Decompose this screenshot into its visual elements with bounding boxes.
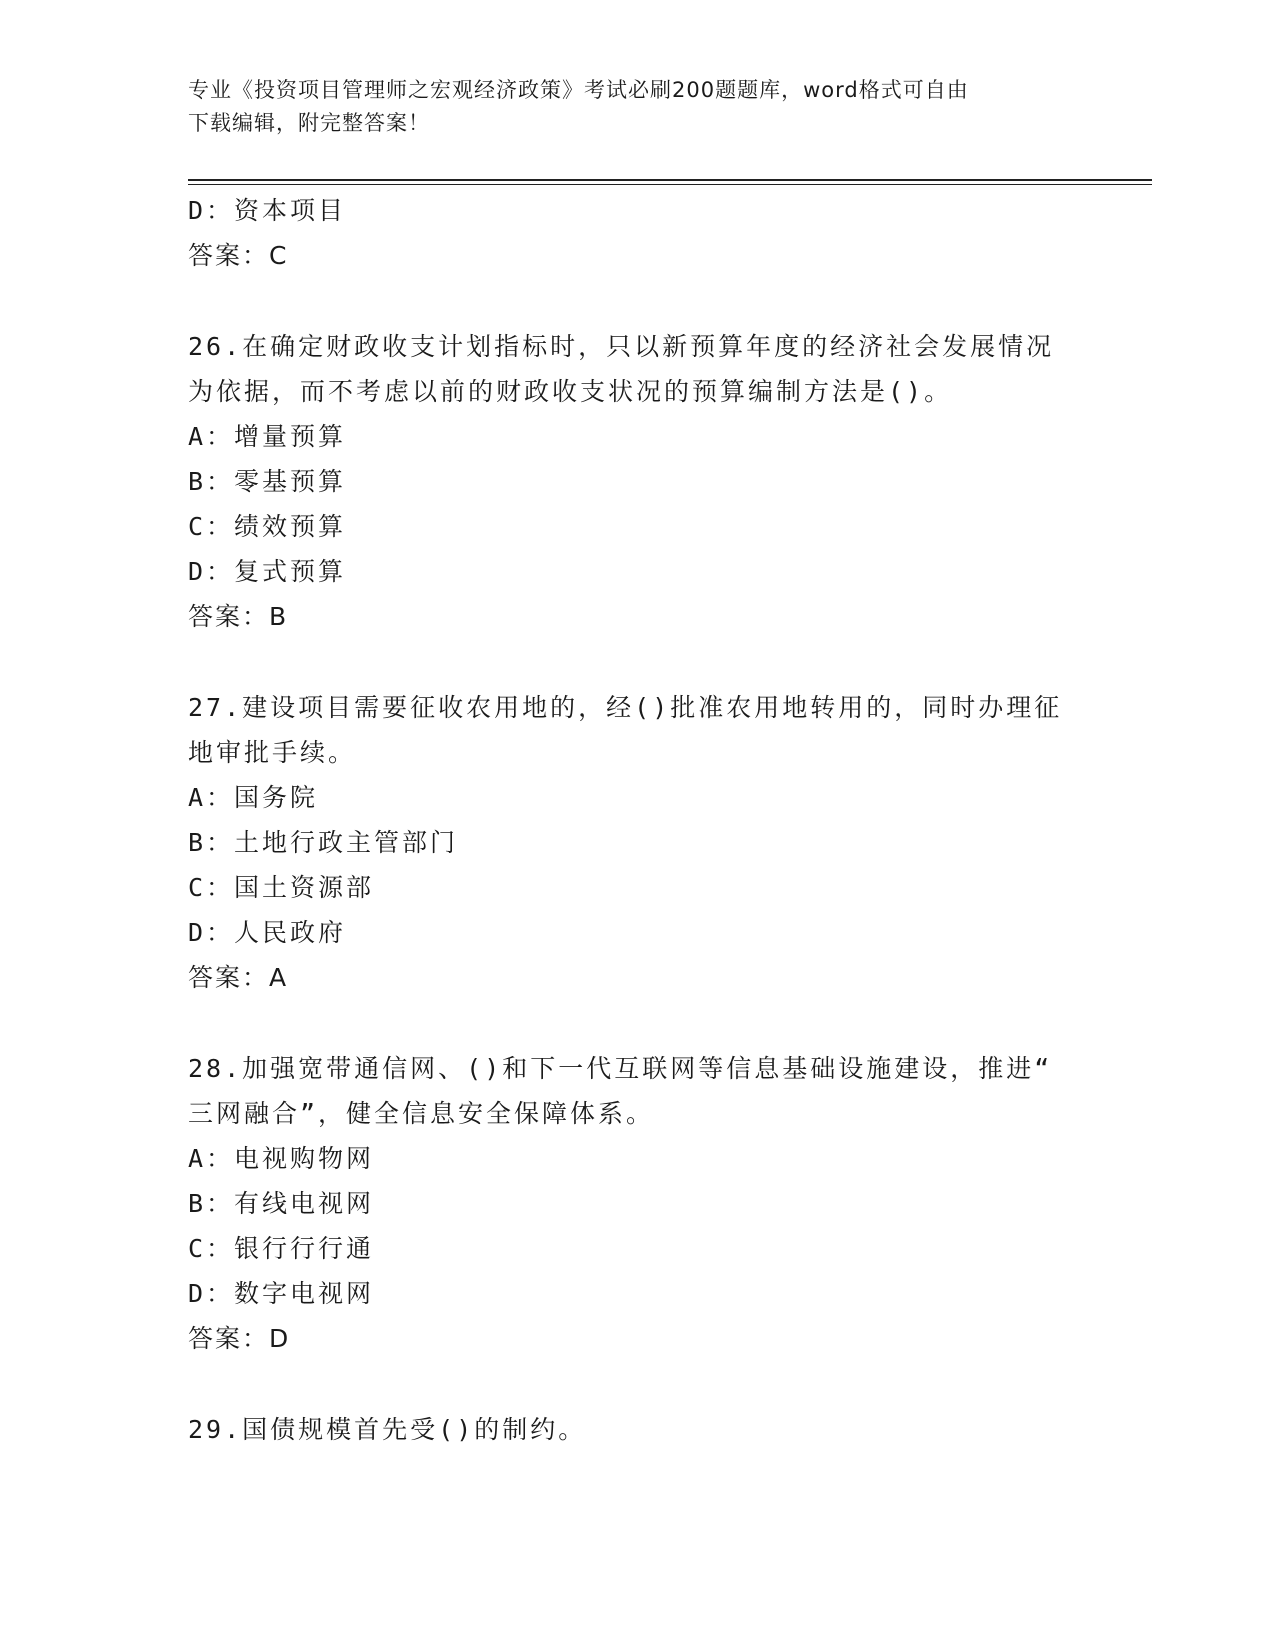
option-d: D：复式预算 bbox=[188, 557, 347, 586]
question-stem-cont: 三网融合”，健全信息安全保障体系。 bbox=[188, 1099, 655, 1128]
option-c: C：国土资源部 bbox=[188, 873, 375, 902]
question-28 bbox=[188, 1046, 1088, 1361]
option-a: A：增量预算 bbox=[188, 422, 347, 451]
question-stem: 26.在确定财政收支计划指标时，只以新预算年度的经济社会发展情况 bbox=[188, 332, 1055, 361]
document-body bbox=[188, 188, 1088, 1452]
option-b: B：土地行政主管部门 bbox=[188, 828, 459, 857]
option-a: A：国务院 bbox=[188, 783, 319, 812]
option-b: B：零基预算 bbox=[188, 467, 347, 496]
answer: 答案：D bbox=[188, 1324, 291, 1353]
option-c: C：绩效预算 bbox=[188, 512, 347, 541]
question-27 bbox=[188, 685, 1088, 1000]
question-26 bbox=[188, 324, 1088, 639]
question-stem: 29.国债规模首先受()的制约。 bbox=[188, 1415, 587, 1444]
option-c: C：银行行行通 bbox=[188, 1234, 375, 1263]
question-stem-cont: 地审批手续。 bbox=[188, 738, 357, 767]
question-stem: 28.加强宽带通信网、()和下一代互联网等信息基础设施建设，推进“ bbox=[188, 1054, 1053, 1083]
answer: 答案：A bbox=[188, 963, 289, 992]
answer: 答案：B bbox=[188, 602, 289, 631]
question-29 bbox=[188, 1407, 1088, 1452]
option-d: D：资本项目 bbox=[188, 196, 347, 225]
question-stem: 27.建设项目需要征收农用地的，经()批准农用地转用的，同时办理征 bbox=[188, 693, 1063, 722]
header-divider-thin bbox=[188, 184, 1152, 185]
option-a: A：电视购物网 bbox=[188, 1144, 375, 1173]
header-line-1: 专业《投资项目管理师之宏观经济政策》考试必刷200题题库，word格式可自由 bbox=[188, 78, 969, 102]
question-stem-cont: 为依据，而不考虑以前的财政收支状况的预算编制方法是()。 bbox=[188, 377, 953, 406]
header-divider-thick bbox=[188, 179, 1152, 181]
document-header bbox=[188, 74, 1068, 140]
option-d: D：人民政府 bbox=[188, 918, 347, 947]
option-b: B：有线电视网 bbox=[188, 1189, 375, 1218]
answer: 答案：C bbox=[188, 241, 289, 270]
option-d: D：数字电视网 bbox=[188, 1279, 375, 1308]
header-line-2: 下载编辑，附完整答案！ bbox=[188, 111, 430, 135]
